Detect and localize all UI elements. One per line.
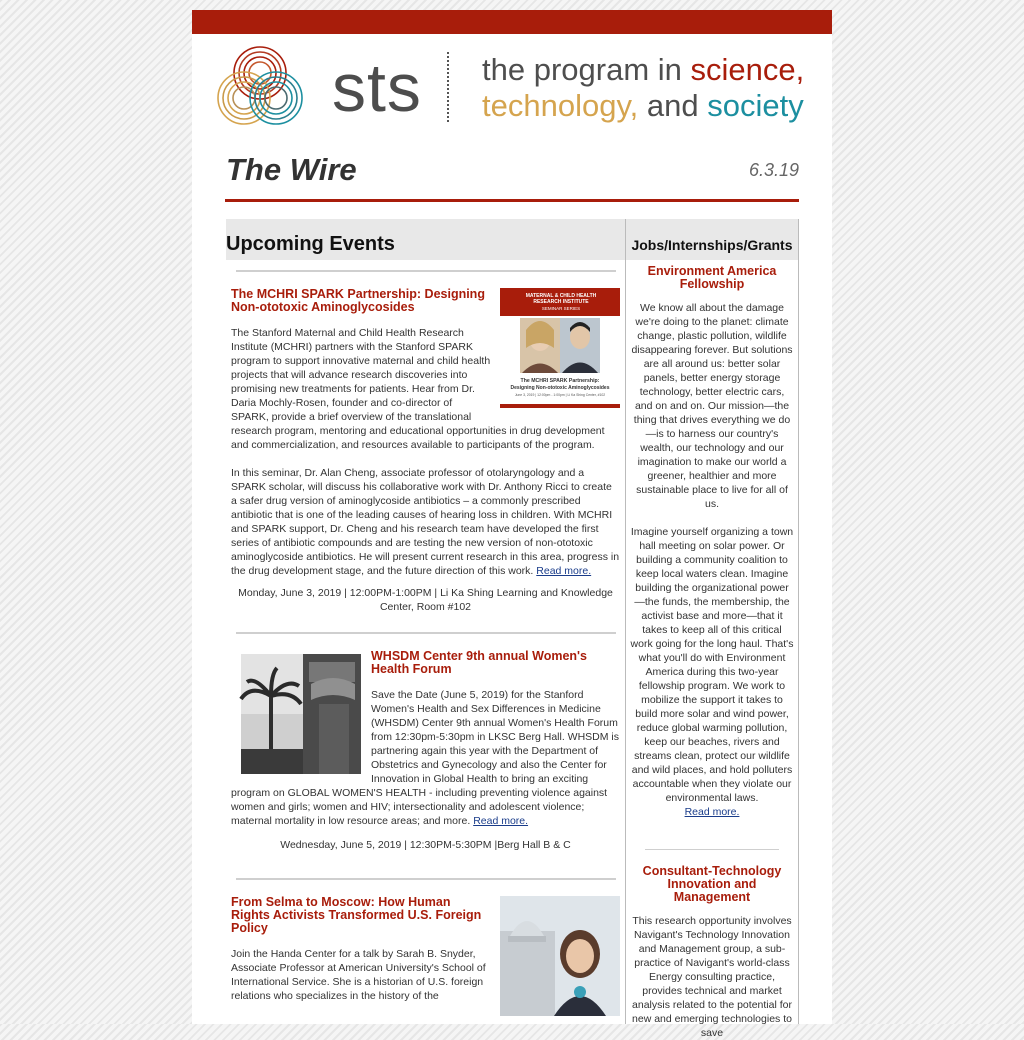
tagline-technology: technology, (482, 88, 639, 123)
tagline-and: and (638, 88, 708, 123)
event-item (226, 634, 625, 852)
job-title[interactable]: Environment America Fellowship (647, 264, 777, 291)
logo-wordmark: sts (332, 50, 422, 126)
read-more-link[interactable]: Read more. (473, 815, 529, 827)
event-description-continued (231, 466, 620, 578)
flyer-org-line1: MATERNAL & CHILD HEALTH (525, 293, 597, 299)
event-details: Wednesday, June 5, 2019 | 12:30PM-5:30PM |Berg Hall B & C (280, 839, 571, 851)
flyer-caption-line3: June 3, 2019 | 12:00pm - 1:00pm | Li Ka Shing Center, #102 (514, 393, 606, 397)
event-title[interactable]: The MCHRI SPARK Partnership: Designing Non-ototoxic Aminoglycosides (231, 287, 485, 314)
tagline-society: society (707, 88, 804, 123)
tagline-part1: the program in (482, 52, 691, 87)
logo-divider (447, 52, 449, 122)
palm-tree-photo (241, 654, 361, 774)
tagline-science: science, (690, 52, 805, 87)
read-more-link[interactable]: Read more. (536, 565, 592, 577)
newsletter (192, 10, 832, 1039)
event-details: Monday, June 3, 2019 | 12:00PM-1:00PM | Li Ka Shing Learning and Knowledge Center, Room #102 (238, 587, 613, 613)
program-tagline (482, 52, 804, 124)
event-item (226, 880, 625, 1003)
event-description: Join the Handa Center for a talk by Sarah B. Snyder, Associate Professor at American University's School of International Service. She is a historian of U.S. foreign relations who specializes in the history of the (231, 948, 486, 1002)
event-title[interactable]: From Selma to Moscow: How Human Rights Activists Transformed U.S. Foreign Policy (231, 895, 482, 935)
divider (645, 849, 779, 850)
speaker-photo (500, 896, 620, 1016)
sts-logo-icon (216, 43, 312, 129)
jobs-column (625, 219, 799, 1039)
event-title[interactable]: WHSDM Center 9th annual Women's Health Forum (371, 649, 587, 676)
mchri-flyer-image (500, 288, 620, 408)
job-item (626, 260, 798, 819)
newsletter-title: The Wire (226, 152, 357, 187)
flyer-caption-line2: Designing Non-ototoxic Aminoglycosides (510, 385, 610, 391)
jobs-heading: Jobs/Internships/Grants (626, 219, 798, 260)
event-description-text: In this seminar, Dr. Alan Cheng, associate professor of otolaryngology and a SPARK scholar, will discuss his collaborative work with Dr. Anthony Ricci to create a safer drug version of aminoglycoside antibiotics – a commonly prescribed antibiotic that is one of the leading causes of hearing loss in children. With MCHRI and SPARK support, Dr. Cheng and his research team have developed the first series of antibiotic compounds and are testing the new version of non-ototoxic aminoglycoside antibiotics. He will present current research in this area, progress in the drug development stage, and the future direction of this work. (231, 467, 620, 577)
event-description-text: Save the Date (June 5, 2019) for the Stanford Women's Health and Sex Differences in Medicine (WHSDM) Center 9th annual Women's Health Forum from 12:30pm-5:30pm in LKSC Berg Hall. WHSDM is partnering again this year with the Department of Obstetrics and Gynecology and also the Center for Innovation in Global Health to bring an exciting program on GLOBAL WOMEN'S HEALTH - including preventing violence against women and girls; women and HIV; intersectionality and adolescent violence; maternal mortality in low resource areas; and more. (231, 689, 619, 827)
event-description: The Stanford Maternal and Child Health Research Institute (MCHRI) partners with the Stanford SPARK program to support innovative maternal and child health projects that will advance research discoveries into promising new treatments for patients. Hear from Dr. Daria Mochly-Rosen, founder and co-director of SPARK, provide a brief overview of the translational research program, mentoring and educational opportunities in drug development and commercialization, and resources available to participants of the program. (231, 327, 605, 451)
job-description: We know all about the damage we're doing to the planet: climate change, plastic pollution, wildlife disappearing forever. But solutions are all around us: better solar panels, better energy storage technology, better electric cars, and on and on. Our mission—the thing that drives everything we do—is to harness our country's wealth, our technology and our imagination to make our world a greener, healthier and more sustainable place to live for all of us. (631, 302, 793, 510)
upcoming-events-column (226, 219, 625, 1024)
flyer-caption-line1: The MCHRI SPARK Partnership: (520, 378, 600, 384)
flyer-org-line3: SEMINAR SERIES (541, 306, 581, 311)
top-color-bar (192, 10, 832, 34)
job-title[interactable]: Consultant-Technology Innovation and Management (642, 864, 782, 904)
job-item (626, 865, 798, 1040)
event-item (226, 272, 625, 614)
events-heading: Upcoming Events (226, 219, 625, 260)
job-description-continued: Imagine yourself organizing a town hall meeting on solar power. Or building a community coalition to keep local waters clean. Imagine building the organizational power—the funds, the membership, the activist base and more—that it takes to keep all of this critical work going for the long haul. That's what you'll do with Environment America during this two-year fellowship program. We work to mobilize the support it takes to build more solar and wind power, reduce global warming pollution, keep our beaches, rivers and streams clean, protect our wildlife and wild places, and hold polluters accountable when they violate our environmental laws. (630, 526, 794, 804)
issue-date: 6.3.19 (748, 160, 799, 180)
flyer-org-line2: RESEARCH INSTITUTE (533, 299, 589, 305)
title-divider (225, 199, 799, 202)
read-more-link[interactable]: Read more. (684, 806, 740, 818)
job-description: This research opportunity involves Navigant's Technology Innovation and Management group, a sub-practice of Navigant's world-class Energy consulting practice, provides technical and market analysis related to the potential for new and emerging technologies to save (632, 915, 792, 1039)
